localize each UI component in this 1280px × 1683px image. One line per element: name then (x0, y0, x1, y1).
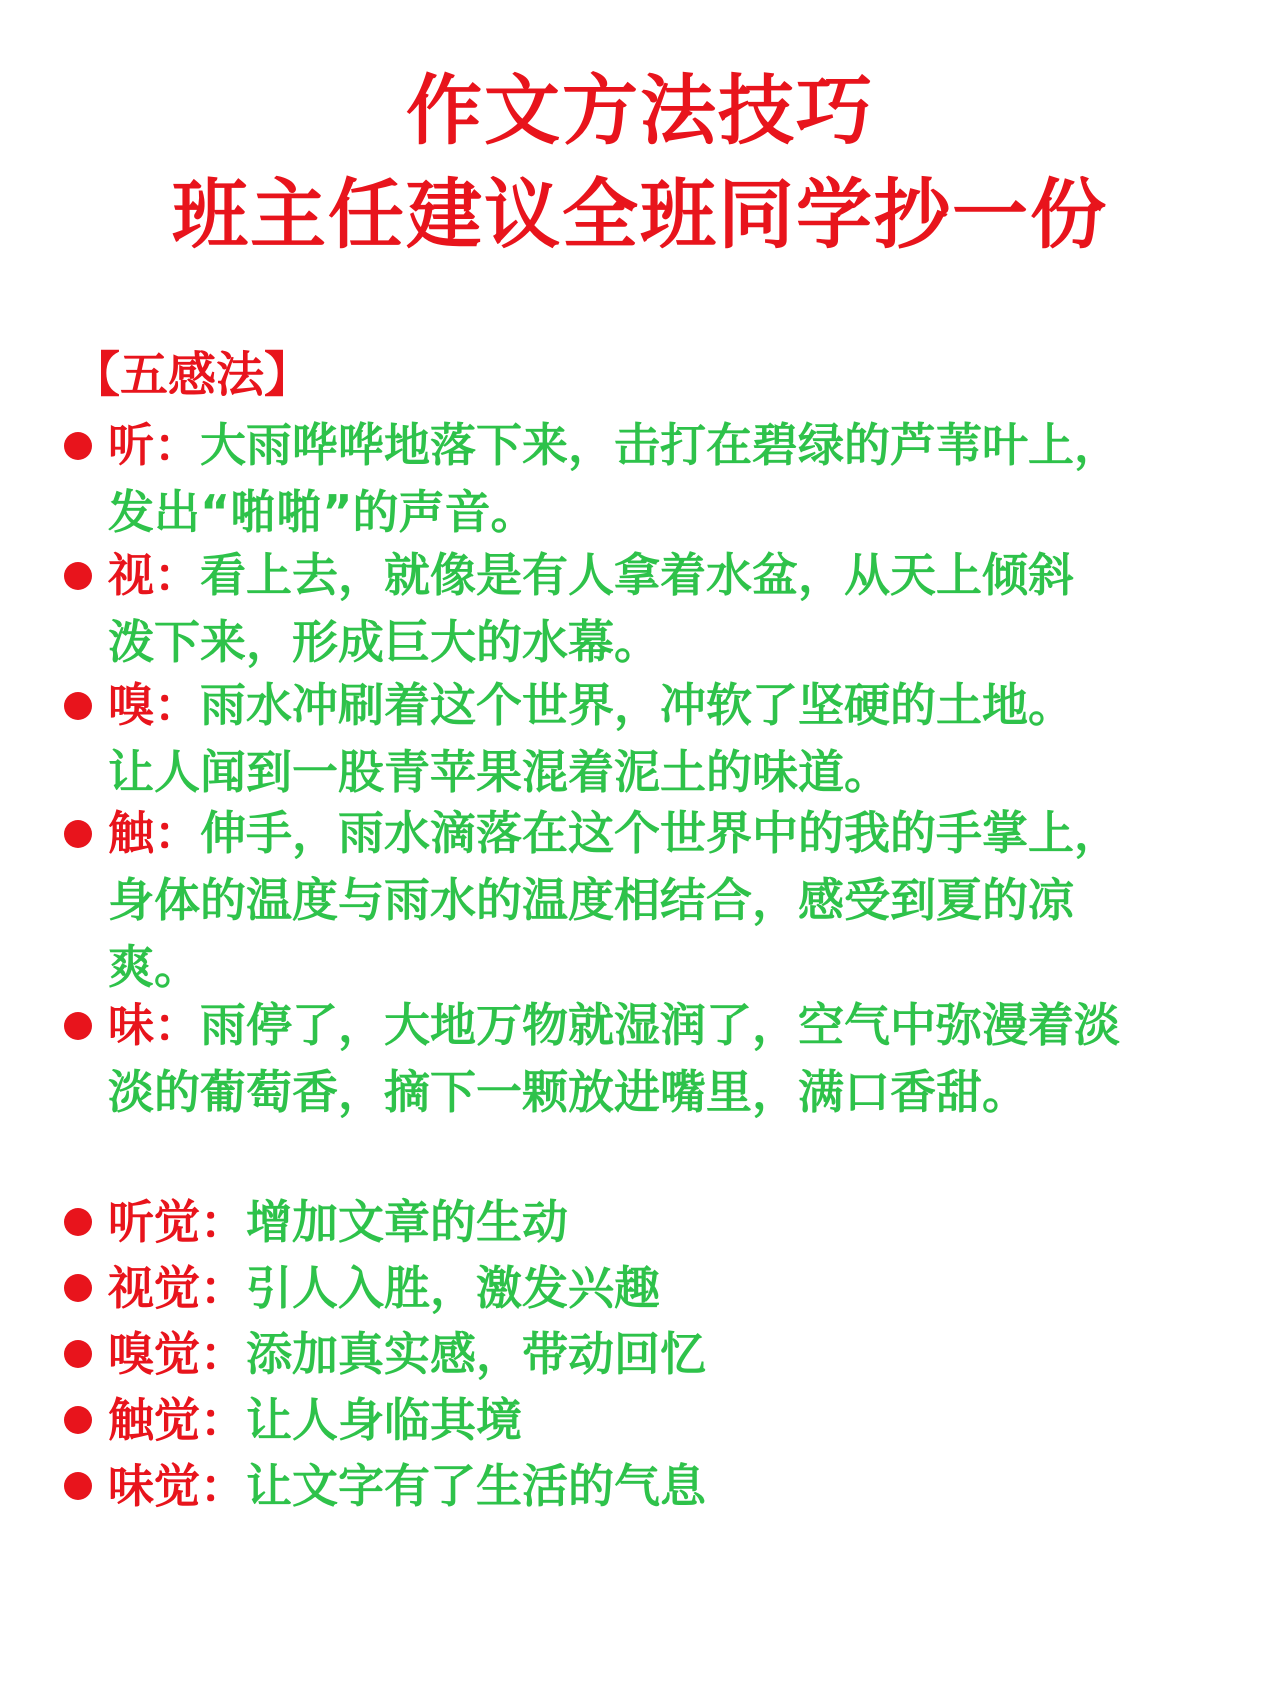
sense-line (64, 800, 1229, 867)
bullet-dot-icon (64, 1406, 92, 1434)
sense-key: 触： (108, 806, 200, 860)
bullet-dot-icon (64, 432, 92, 460)
sense-text: 淡的葡萄香，摘下一颗放进嘴里，满口香甜。 (108, 1065, 1028, 1119)
sense-entry-touch (64, 800, 1229, 1001)
summary-value: 让文字有了生活的气息 (246, 1459, 706, 1513)
bullet-dot-icon (64, 1340, 92, 1368)
sense-key: 听： (108, 418, 200, 472)
sense-key: 味： (108, 998, 200, 1052)
sense-text: 让人闻到一股青苹果混着泥土的味道。 (108, 745, 890, 799)
summary-key: 味觉： (108, 1459, 246, 1513)
bullet-dot-icon (64, 1208, 92, 1236)
sense-line (64, 672, 1229, 739)
sense-key: 视： (108, 548, 200, 602)
sense-text: 大雨哗哗地落下来，击打在碧绿的芦苇叶上， (200, 418, 1120, 472)
sense-text: 看上去，就像是有人拿着水盆，从天上倾斜 (200, 548, 1074, 602)
summary-key: 听觉： (108, 1195, 246, 1249)
bullet-dot-icon (64, 1012, 92, 1040)
bullet-dot-icon (64, 1274, 92, 1302)
bullet-dot-icon (64, 692, 92, 720)
summary-item-sight (64, 1258, 1164, 1318)
section-heading: 【五感法】 (72, 347, 313, 403)
sense-entry-smell (64, 672, 1229, 806)
sense-entry-taste (64, 992, 1229, 1126)
sense-text: 爽。 (108, 940, 200, 994)
page-subtitle: 班主任建议全班同学抄一份 (172, 170, 1108, 259)
sense-text: 雨水冲刷着这个世界，冲软了坚硬的土地。 (200, 678, 1074, 732)
sense-line (64, 412, 1229, 479)
sense-text: 雨停了，大地万物就湿润了，空气中弥漫着淡 (200, 998, 1120, 1052)
summary-value: 让人身临其境 (246, 1393, 522, 1447)
sense-text: 发出“啪啪”的声音。 (108, 485, 537, 539)
sense-text: 伸手，雨水滴落在这个世界中的我的手掌上， (200, 806, 1120, 860)
sense-line (64, 542, 1229, 609)
summary-item-hearing (64, 1192, 1164, 1252)
bullet-dot-icon (64, 820, 92, 848)
summary-value: 引人入胜，激发兴趣 (246, 1261, 660, 1315)
summary-key: 嗅觉： (108, 1327, 246, 1381)
bullet-dot-icon (64, 1472, 92, 1500)
summary-key: 视觉： (108, 1261, 246, 1315)
summary-item-taste (64, 1456, 1164, 1516)
page-title: 作文方法技巧 (406, 66, 874, 155)
sense-line (64, 992, 1229, 1059)
sense-entry-sight (64, 542, 1229, 676)
bullet-dot-icon (64, 562, 92, 590)
summary-value: 添加真实感，带动回忆 (246, 1327, 706, 1381)
summary-item-touch (64, 1390, 1164, 1450)
sense-entry-hearing (64, 412, 1229, 546)
summary-item-smell (64, 1324, 1164, 1384)
summary-value: 增加文章的生动 (246, 1195, 568, 1249)
sense-key: 嗅： (108, 678, 200, 732)
summary-key: 触觉： (108, 1393, 246, 1447)
sense-text: 身体的温度与雨水的温度相结合，感受到夏的凉 (108, 873, 1074, 927)
sense-text: 泼下来，形成巨大的水幕。 (108, 615, 660, 669)
